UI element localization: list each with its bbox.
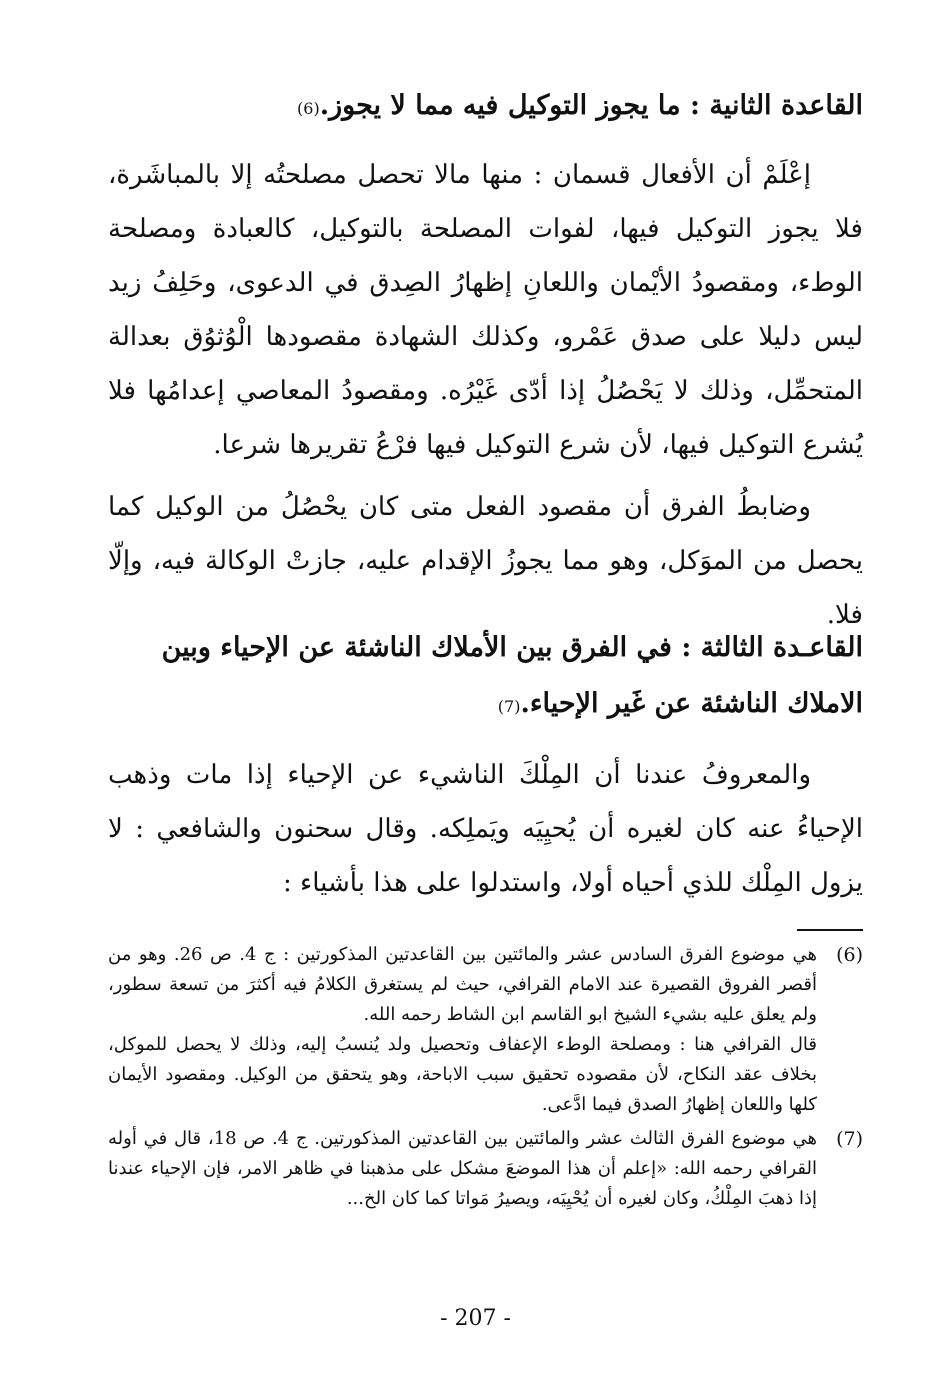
rule-3-body	[108, 748, 863, 910]
rule-2-footnote-ref: (6)	[297, 99, 320, 118]
rule-2-body	[108, 148, 863, 642]
footnote-number: (6)	[836, 944, 863, 966]
footnote-6-paragraph-2: قال القرافي هنا : ومصلحة الوطء الإعفاف وتحصيل ولد يُنسبُ إليه، وذلك لا يحصل للموكل، بخلاف عقد النكاح، لأن مقصوده تحقيق سبب الاباحة، وهو يتحقق من الوكيل. ومقصود الأيمان كلها واللعان إظهارُ الصدق فيما ادَّعى.	[108, 1034, 817, 1115]
rule-2-heading-text: القاعدة الثانية : ما يجوز التوكيل فيه مما لا يجوز.	[319, 90, 863, 121]
rule-2-heading	[83, 78, 863, 137]
footnotes	[108, 940, 863, 1214]
rule-3-paragraph-1: والمعروفُ عندنا أن المِلْكَ الناشيء عن الإحياء إذا مات وذهب الإحياءُ عنه كان لغيره أن يُحيِيَه ويَملِكه. وقال سحنون والشافعي : لا يزول المِلْك للذي أحياه أولا، واستدلوا على هذا بأشياء :	[108, 760, 863, 898]
rule-3-footnote-ref: (7)	[497, 697, 521, 716]
footnote-7	[108, 1124, 863, 1214]
footnote-separator	[797, 929, 863, 931]
rule-3-heading	[83, 620, 863, 735]
rule-3-heading-text: القاعـدة الثالثة : في الفرق بين الأملاك الناشئة عن الإحياء وبين الاملاك الناشئة عن غَير الإحياء.	[161, 632, 863, 719]
footnote-7-paragraph-1: هي موضوع الفرق الثالث عشر والمائتين بين القاعدتين المذكورتين. ج 4. ص 18، قال في أوله القرافي رحمه الله: «إعلم أن هذا الموضعَ مشكل على مذهبنا في ظاهر الامر، فإن الإحياء عندنا إذا ذهبَ المِلْكُ، وكان لغيره أن يُحْيِيَه، ويصيرُ مَواتا كما كان الخ...	[108, 1128, 817, 1209]
rule-2-paragraph-1: إعْلَمْ أن الأفعال قسمان : منها مالا تحصل مصلحتُه إلا بالمباشَرة، فلا يجوز التوكيل فيها، لفوات المصلحة بالتوكيل، كالعبادة ومصلحة الوطء، ومقصودُ الأيْمان واللعانِ إظهارُ الصِدق في الدعوى، وحَلِفُ زيد ليس دليلا على صدق عَمْرو، وكذلك الشهادة مقصودها الْوُثوُق بعدالة المتحمِّل، وذلك لا يَحْصُلُ إذا أدّى غَيْرُه. ومقصودُ المعاصي إعدامُها فلا يُشرع التوكيل فيها، لأن شرع التوكيل فيها فرْعُ تقريرها شرعا.	[108, 160, 863, 460]
footnote-number: (7)	[836, 1128, 863, 1150]
footnote-6	[108, 940, 863, 1120]
footnote-6-paragraph-1: هي موضوع الفرق السادس عشر والمائتين بين القاعدتين المذكورتين : ج 4. ص 26. وهو من أقصر الفروق القصيرة عند الامام القرافي، حيث لم يستغرق الكلامُ فيه أكثرَ من تسعة سطور، ولم يعلق عليه بشيء الشيخ ابو القاسم ابن الشاط رحمه الله.	[108, 944, 817, 1025]
rule-2-paragraph-2: وضابطُ الفرق أن مقصود الفعل متى كان يحْصُلُ من الوكيل كما يحصل من الموَكل، وهو مما يجوزُ الإقدام عليه، جازتْ الوكالة فيه، وإلّا فلا.	[108, 492, 863, 630]
page-number: - 207 -	[440, 1306, 511, 1331]
